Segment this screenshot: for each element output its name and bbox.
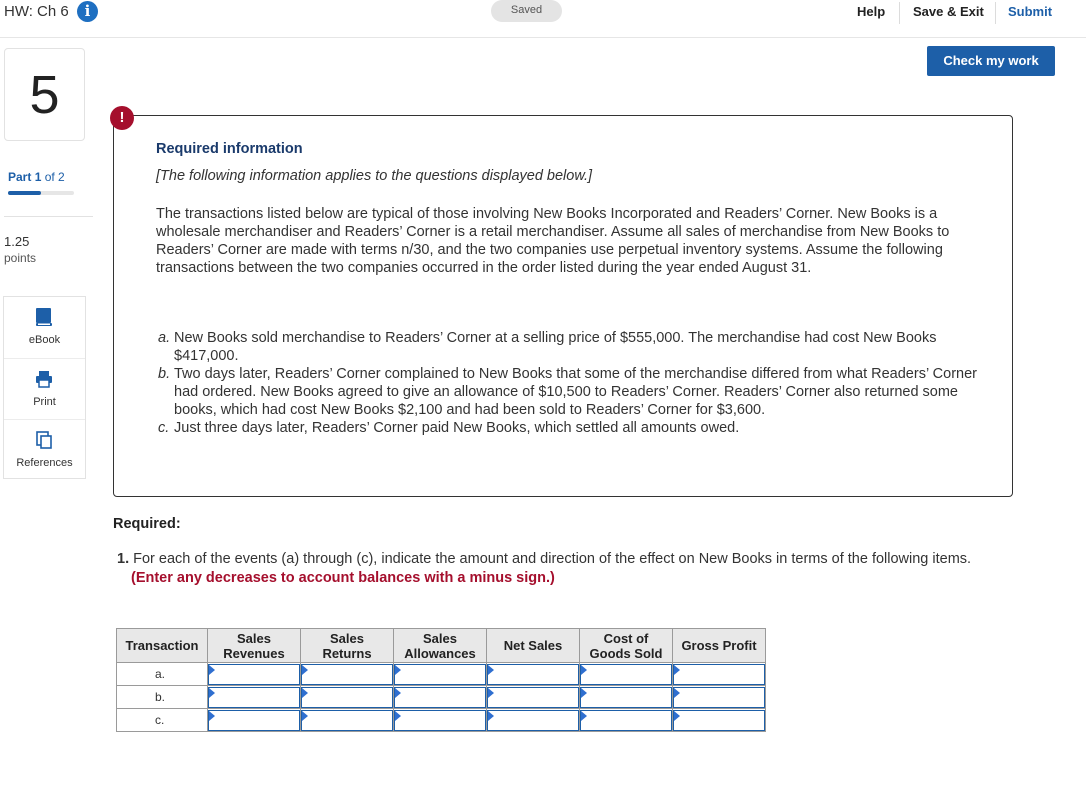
sales-revenues-input[interactable] (208, 687, 300, 708)
col-label: Sales (237, 630, 271, 646)
ebook-button[interactable] (4, 297, 85, 357)
help-link[interactable]: Help (857, 4, 886, 19)
cost-of-goods-sold-input[interactable] (580, 664, 672, 685)
tools-panel (3, 296, 86, 479)
col-gross-profit: Gross Profit (673, 629, 766, 663)
event-item (158, 365, 978, 419)
cell (394, 709, 487, 732)
part-current: 1 (34, 170, 42, 184)
events-list (158, 329, 978, 437)
cell (580, 686, 673, 709)
info-icon[interactable]: i (77, 1, 98, 22)
question-number-label: 1. (117, 551, 130, 567)
points-value: 1.25 (4, 234, 30, 249)
alert-icon: ! (110, 106, 134, 130)
cell (487, 686, 580, 709)
question-text: For each of the events (a) through (c), indicate the amount and direction of the effect on New Books in terms of the following items. (133, 551, 972, 567)
part-progress-fill (8, 191, 41, 195)
col-net-sales: Net Sales (487, 629, 580, 663)
sales-allowances-input[interactable] (394, 710, 486, 731)
references-label: References (16, 457, 73, 469)
event-text: Just three days later, Readers’ Corner paid New Books, which settled all amounts owed. (174, 420, 740, 436)
net-sales-input[interactable] (487, 710, 579, 731)
col-label: Returns (322, 645, 372, 661)
col-label: Sales (423, 630, 457, 646)
cell (580, 663, 673, 686)
cell (301, 686, 394, 709)
net-sales-input[interactable] (487, 664, 579, 685)
event-item (158, 419, 978, 437)
col-cost-of-goods-sold (580, 629, 673, 663)
event-letter: b. (158, 366, 171, 382)
cell (301, 709, 394, 732)
print-icon (35, 369, 53, 389)
part-progress-bar (8, 191, 74, 195)
table-header-row (117, 629, 766, 663)
event-letter: a. (158, 330, 171, 346)
transaction-cell: c. (117, 709, 208, 732)
top-bar (0, 0, 1086, 38)
cell (487, 709, 580, 732)
cell (673, 709, 766, 732)
check-my-work-button[interactable]: Check my work (927, 46, 1055, 76)
gross-profit-input[interactable] (673, 687, 765, 708)
cell (394, 686, 487, 709)
sales-allowances-input[interactable] (394, 687, 486, 708)
question-prompt (117, 551, 1067, 567)
transaction-cell: a. (117, 663, 208, 686)
question-instruction: (Enter any decreases to account balances with a minus sign.) (131, 570, 555, 586)
cell (673, 663, 766, 686)
cell (673, 686, 766, 709)
cell (208, 686, 301, 709)
col-label: Goods Sold (589, 645, 663, 661)
cell (580, 709, 673, 732)
required-information-subtitle: [The following information applies to the questions displayed below.] (156, 168, 593, 184)
sidebar-divider (4, 216, 93, 217)
cell (487, 663, 580, 686)
references-button[interactable] (4, 419, 85, 479)
answer-table (116, 628, 766, 732)
required-information-body: The transactions listed below are typical of those involving New Books Incorporated and Readers’ Corner. New Books is a wholesale merchandiser and Readers’ Corner is a retail merchandiser. Assume all sales of merchandise from New Books to Readers’ Corner are made with terms n/30, and the two companies use perpetual inventory systems. Assume the following transactions between the two companies occurred in the order listed during the year ended August 31. (156, 206, 950, 276)
transaction-cell: b. (117, 686, 208, 709)
divider (899, 2, 900, 24)
sales-returns-input[interactable] (301, 687, 393, 708)
col-transaction: Transaction (117, 629, 208, 663)
sales-revenues-input[interactable] (208, 664, 300, 685)
divider (995, 2, 996, 24)
part-total: of 2 (44, 170, 65, 184)
references-icon (35, 430, 53, 450)
gross-profit-input[interactable] (673, 664, 765, 685)
save-exit-link[interactable]: Save & Exit (913, 4, 984, 19)
ebook-icon (35, 307, 53, 327)
required-heading: Required: (113, 516, 181, 532)
event-letter: c. (158, 420, 170, 436)
col-label: Sales (330, 630, 364, 646)
sales-allowances-input[interactable] (394, 664, 486, 685)
assignment-title: HW: Ch 6 (4, 3, 69, 20)
sales-returns-input[interactable] (301, 710, 393, 731)
col-label: Revenues (223, 645, 285, 661)
net-sales-input[interactable] (487, 687, 579, 708)
print-label: Print (33, 396, 56, 408)
part-indicator (8, 170, 65, 184)
points-label: points (4, 251, 37, 265)
cell (394, 663, 487, 686)
cell (208, 709, 301, 732)
required-information-title: Required information (156, 141, 303, 157)
table-row (117, 709, 766, 732)
cell (208, 663, 301, 686)
sales-revenues-input[interactable] (208, 710, 300, 731)
col-label: Cost of (603, 630, 649, 646)
question-number-box (4, 48, 85, 141)
col-label: Allowances (404, 645, 476, 661)
col-sales-returns (301, 629, 394, 663)
event-text: New Books sold merchandise to Readers’ Corner at a selling price of $555,000. The merchandise had cost New Books $417,000. (174, 330, 937, 364)
cost-of-goods-sold-input[interactable] (580, 710, 672, 731)
cost-of-goods-sold-input[interactable] (580, 687, 672, 708)
table-row (117, 686, 766, 709)
ebook-label: eBook (28, 334, 61, 346)
question-number: 5 (29, 65, 60, 125)
submit-link[interactable]: Submit (1008, 4, 1053, 19)
saved-status-badge: Saved (491, 0, 562, 22)
table-row (117, 663, 766, 686)
part-prefix: Part (8, 170, 32, 184)
print-button[interactable] (4, 358, 85, 418)
required-information-box (113, 115, 1013, 497)
gross-profit-input[interactable] (673, 710, 765, 731)
event-text: Two days later, Readers’ Corner complained to New Books that some of the merchandise differed from what Readers’ Corner had ordered. New Books agreed to give an allowance of $10,500 to Readers’ Corner. Readers’ Corner also returned some books, which had cost New Books $2,100 and had been sold to Readers’ Corner for $3,600. (174, 366, 977, 418)
sales-returns-input[interactable] (301, 664, 393, 685)
col-sales-revenues (208, 629, 301, 663)
event-item (158, 329, 978, 365)
cell (301, 663, 394, 686)
col-sales-allowances (394, 629, 487, 663)
